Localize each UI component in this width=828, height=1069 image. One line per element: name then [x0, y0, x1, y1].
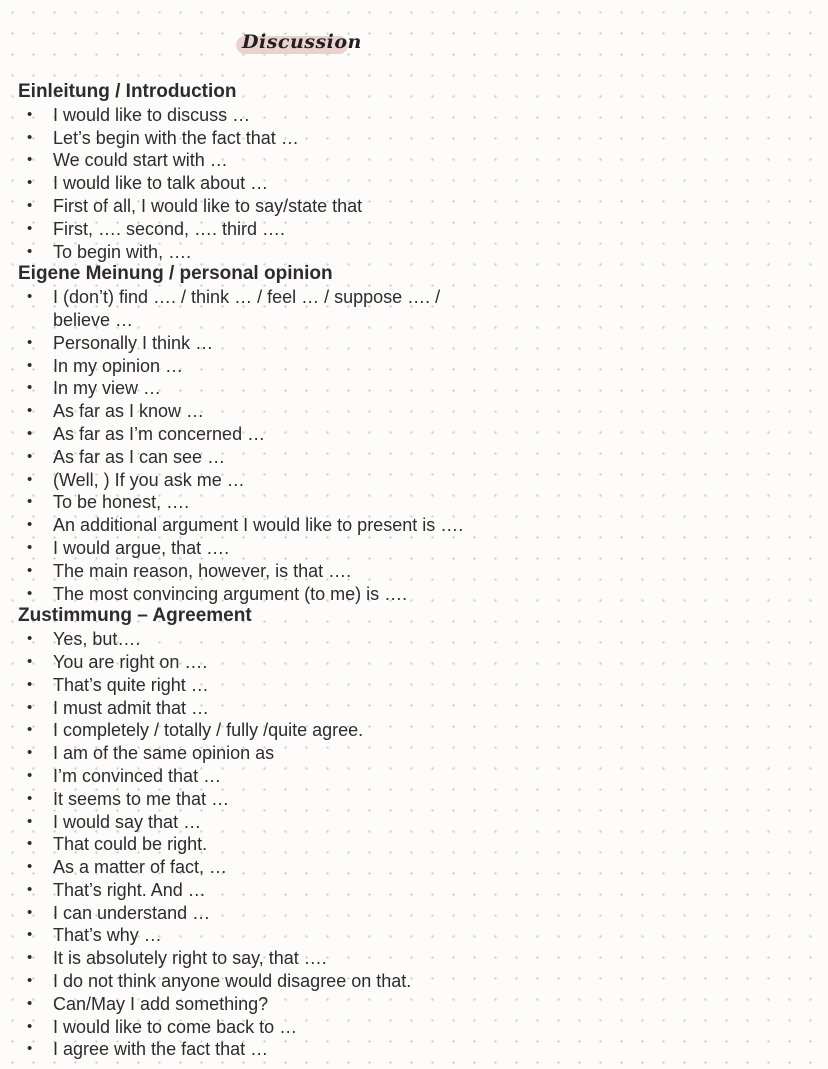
list-item-text: The main reason, however, is that ….: [53, 560, 352, 581]
list-item-text: I would say that …: [53, 811, 202, 832]
list-item-text: First of all, I would like to say/state that: [53, 195, 363, 216]
list-item-text: I (don’t) find …. / think … / feel … / suppose …. / believe …: [53, 287, 441, 330]
list-item-text: I’m convinced that …: [53, 765, 222, 786]
list-item: [18, 765, 808, 788]
list-item: [18, 560, 808, 583]
list-item: [18, 241, 808, 264]
list-item: [18, 537, 808, 560]
list-item: [18, 628, 808, 651]
list-item: [18, 811, 808, 834]
bullet-icon: •: [27, 926, 33, 944]
section-agreement: [18, 605, 808, 1061]
bullet-icon: •: [27, 128, 33, 146]
title-block: [236, 30, 362, 58]
bullet-icon: •: [27, 744, 33, 762]
list-item: [18, 970, 808, 993]
list-item-text: To begin with, ….: [53, 241, 192, 262]
bullet-icon: •: [27, 561, 33, 579]
section-heading: Einleitung / Introduction: [18, 81, 237, 102]
list-item-text: I would argue, that ….: [53, 537, 230, 558]
bullet-icon: •: [27, 538, 33, 556]
section-heading: Zustimmung – Agreement: [18, 605, 252, 627]
bullet-icon: •: [27, 630, 33, 648]
list-item: [18, 332, 808, 355]
list-item-text: In my view …: [53, 378, 162, 399]
list-item: [18, 1038, 808, 1061]
list-item-text: I do not think anyone would disagree on that.: [53, 971, 412, 992]
note-content: [18, 81, 808, 1061]
list-item: [18, 104, 808, 127]
list-item: [18, 286, 808, 332]
bullet-icon: •: [27, 356, 33, 374]
bullet-icon: •: [27, 858, 33, 876]
bullet-icon: •: [27, 402, 33, 420]
list-item-text: I can understand …: [53, 902, 211, 923]
list-item: [18, 172, 808, 195]
list-item: [18, 149, 808, 172]
list-item: [18, 788, 808, 811]
bullet-icon: •: [27, 880, 33, 898]
bullet-icon: •: [27, 835, 33, 853]
list-item: [18, 469, 808, 492]
bullet-icon: •: [27, 288, 33, 306]
list-item-text: We could start with …: [53, 150, 228, 171]
list-item: [18, 400, 808, 423]
list-item-text: I would like to come back to …: [53, 1016, 298, 1037]
list-item-text: That could be right.: [53, 834, 208, 855]
bullet-icon: •: [27, 470, 33, 488]
section-heading: Eigene Meinung / personal opinion: [18, 263, 333, 285]
list-item: [18, 856, 808, 879]
list-item-text: In my opinion …: [53, 355, 184, 376]
bullet-icon: •: [27, 1040, 33, 1058]
list-item-text: It is absolutely right to say, that ….: [53, 948, 327, 969]
list-item: [18, 674, 808, 697]
bullet-icon: •: [27, 379, 33, 397]
bullet-icon: •: [27, 333, 33, 351]
bullet-icon: •: [27, 196, 33, 214]
bullet-icon: •: [27, 949, 33, 967]
list-item: [18, 127, 808, 150]
bullet-icon: •: [27, 721, 33, 739]
bullet-icon: •: [27, 424, 33, 442]
list-item-text: As far as I know …: [53, 401, 205, 422]
phrase-list: [18, 104, 808, 264]
list-item: [18, 947, 808, 970]
section-personal-opinion: [18, 263, 808, 605]
list-item-text: I completely / totally / fully /quite agree.: [53, 720, 364, 741]
list-item: [18, 446, 808, 469]
list-item-text: I am of the same opinion as: [53, 743, 275, 764]
bullet-icon: •: [27, 151, 33, 169]
list-item: [18, 742, 808, 765]
bullet-icon: •: [27, 493, 33, 511]
bullet-icon: •: [27, 812, 33, 830]
bullet-icon: •: [27, 675, 33, 693]
list-item-text: Let’s begin with the fact that …: [53, 127, 299, 148]
list-item: [18, 218, 808, 241]
list-item: [18, 697, 808, 720]
list-item-text: I would like to discuss …: [53, 104, 251, 125]
list-item-text: I agree with the fact that …: [53, 1039, 269, 1060]
bullet-icon: •: [27, 698, 33, 716]
list-item-text: The most convincing argument (to me) is ….: [53, 583, 408, 604]
bullet-icon: •: [27, 105, 33, 123]
list-item: [18, 491, 808, 514]
bullet-icon: •: [27, 972, 33, 990]
list-item: [18, 902, 808, 925]
list-item: [18, 879, 808, 902]
list-item: [18, 583, 808, 606]
list-item: [18, 651, 808, 674]
list-item-text: I would like to talk about …: [53, 173, 269, 194]
section-introduction: [18, 81, 808, 263]
list-item-text: You are right on ….: [53, 651, 208, 672]
list-item: [18, 1016, 808, 1039]
bullet-icon: •: [27, 242, 33, 260]
list-item-text: It seems to me that …: [53, 788, 230, 809]
list-item: [18, 355, 808, 378]
bullet-icon: •: [27, 652, 33, 670]
page-title: Discussion: [242, 31, 362, 53]
bullet-icon: •: [27, 1017, 33, 1035]
phrase-list: [18, 628, 808, 1061]
list-item-text: Can/May I add something?: [53, 993, 269, 1014]
list-item-text: That’s why …: [53, 925, 162, 946]
bullet-icon: •: [27, 903, 33, 921]
list-item: [18, 514, 808, 537]
list-item-text: To be honest, ….: [53, 492, 190, 513]
bullet-icon: •: [27, 447, 33, 465]
list-item: [18, 833, 808, 856]
list-item-text: An additional argument I would like to present is ….: [53, 515, 464, 536]
phrase-list: [18, 286, 808, 605]
list-item: [18, 377, 808, 400]
list-item-text: I must admit that …: [53, 697, 210, 718]
list-item: [18, 719, 808, 742]
list-item-text: That’s quite right …: [53, 674, 209, 695]
list-item: [18, 195, 808, 218]
bullet-icon: •: [27, 174, 33, 192]
list-item-text: As a matter of fact, …: [53, 857, 228, 878]
bullet-icon: •: [27, 219, 33, 237]
list-item-text: That’s right. And …: [53, 879, 206, 900]
list-item-text: Personally I think …: [53, 332, 214, 353]
bullet-icon: •: [27, 789, 33, 807]
list-item-text: As far as I can see …: [53, 446, 226, 467]
list-item-text: (Well, ) If you ask me …: [53, 469, 245, 490]
list-item: [18, 924, 808, 947]
list-item-text: First, …. second, …. third ….: [53, 218, 286, 239]
list-item-text: Yes, but….: [53, 629, 141, 650]
list-item: [18, 423, 808, 446]
bullet-icon: •: [27, 584, 33, 602]
list-item: [18, 993, 808, 1016]
list-item-text: As far as I’m concerned …: [53, 423, 266, 444]
bullet-icon: •: [27, 516, 33, 534]
bullet-icon: •: [27, 994, 33, 1012]
bullet-icon: •: [27, 766, 33, 784]
